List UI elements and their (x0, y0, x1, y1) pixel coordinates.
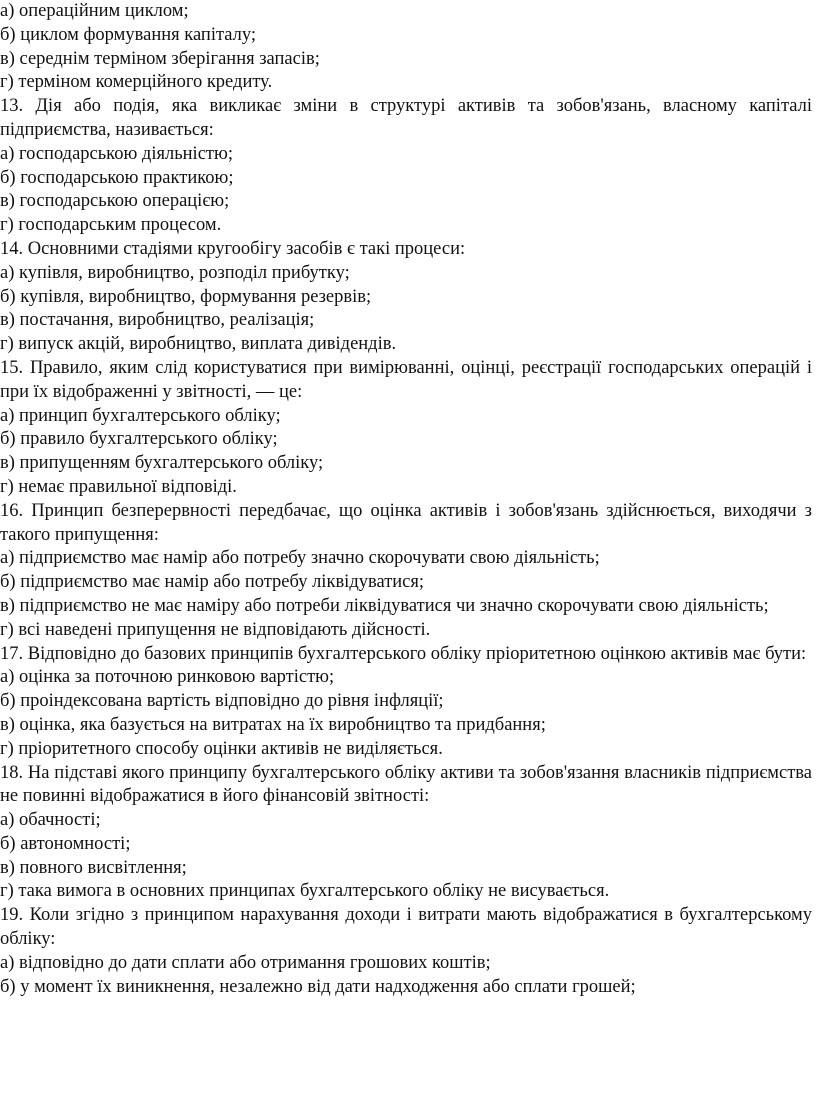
answer-option: а) підприємство має намір або потребу значно скорочувати свою діяльність; (0, 548, 600, 569)
answer-option: б) купівля, виробництво, формування резервів; (0, 286, 372, 307)
answer-option: а) оцінка за поточною ринковою вартістю; (0, 667, 335, 688)
answer-option: г) немає правильної відповіді. (0, 476, 237, 497)
answer-option: а) операційним циклом; (0, 1, 189, 21)
answer-option: а) господарською діяльністю; (0, 143, 233, 164)
answer-option: б) автономності; (0, 833, 131, 854)
answer-option: г) така вимога в основних принципах бухгалтерського обліку не висувається. (0, 881, 610, 902)
answer-option: в) постачання, виробництво, реалізація; (0, 310, 315, 331)
answer-option: б) підприємство має намір або потребу ліквідуватися; (0, 572, 425, 593)
answer-option: г) терміном комерційного кредиту. (0, 72, 273, 93)
answer-option: в) оцінка, яка базується на витратах на їх виробництво та придбання; (0, 714, 546, 735)
question-16: 16. Принцип безперервності передбачає, що оцінка активів і зобов'язань здійснюється, виходячи з такого припущення: (0, 500, 812, 545)
answer-option: б) проіндексована вартість відповідно до рівня інфляції; (0, 691, 444, 712)
question-18: 18. На підставі якого принципу бухгалтерського обліку активи та зобов'язання власників підприємства не повинні відображатися в його фінансовій звітності: (0, 762, 812, 807)
answer-option: в) середнім терміном зберігання запасів; (0, 48, 320, 69)
answer-option: а) відповідно до дати сплати або отримання грошових коштів; (0, 952, 491, 973)
answer-option: б) у момент їх виникнення, незалежно від дати надходження або сплати грошей; (0, 976, 636, 997)
answer-option: б) правило бухгалтерського обліку; (0, 429, 278, 450)
answer-option: г) господарським процесом. (0, 215, 222, 236)
answer-option: а) принцип бухгалтерського обліку; (0, 405, 281, 426)
answer-option: г) випуск акцій, виробництво, виплата дивідендів. (0, 334, 397, 355)
answer-option: а) обачності; (0, 810, 101, 831)
answer-option: б) циклом формування капіталу; (0, 24, 257, 45)
question-14: 14. Основними стадіями кругообігу засобів є такі процеси: (0, 238, 466, 259)
question-17: 17. Відповідно до базових принципів бухгалтерського обліку пріоритетною оцінкою активів має бути: (0, 643, 807, 664)
answer-option: в) повного висвітлення; (0, 857, 187, 878)
question-15: 15. Правило, яким слід користуватися при вимірюванні, оцінці, реєстрації господарських операцій і при їх відображенні у звітності, — це: (0, 357, 812, 402)
answer-option: г) пріоритетного способу оцінки активів не виділяється. (0, 738, 443, 759)
question-13: 13. Дія або подія, яка викликає зміни в структурі активів та зобов'язань, власному капіталі підприємства, називається: (0, 96, 812, 140)
answer-option: в) припущенням бухгалтерського обліку; (0, 453, 324, 474)
answer-option: г) всі наведені припущення не відповідають дійсності. (0, 619, 431, 640)
answer-option: в) господарською операцією; (0, 191, 230, 212)
question-19: 19. Коли згідно з принципом нарахування доходи і витрати мають відображатися в бухгалтерському обліку: (0, 905, 812, 950)
answer-option: б) господарською практикою; (0, 167, 234, 188)
answer-option: а) купівля, виробництво, розподіл прибутку; (0, 262, 350, 283)
answer-option: в) підприємство не має наміру або потреби ліквідуватися чи значно скорочувати свою діяльність; (0, 595, 769, 616)
